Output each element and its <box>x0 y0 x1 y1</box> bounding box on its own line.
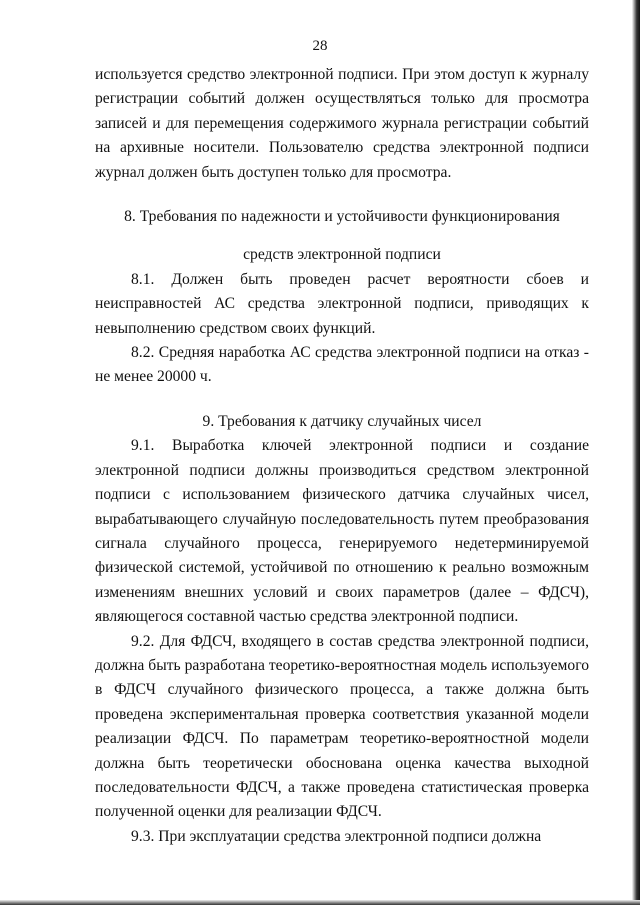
paragraph-8-1: 8.1. Должен быть проведен расчет вероятности сбоев и неисправностей АС средства электронной подписи, приводящих к невыполнению средством своих функций. <box>95 270 589 337</box>
section-8-heading-line-1: 8. Требования по надежности и устойчивости функционирования <box>124 208 560 226</box>
spacer <box>95 185 589 205</box>
page-number: 28 <box>312 38 328 54</box>
document-body <box>95 63 589 849</box>
paragraph-8-2: 8.2. Средняя наработка АС средства электронной подписи на отказ - не менее 20000 ч. <box>95 344 589 386</box>
spacer <box>95 390 589 410</box>
intro-paragraph: используется средство электронной подписи. При этом доступ к журналу регистрации событий должен осуществляться только для просмотра записей и для перемещения содержимого журнала регистрации событий на архивные носители. Пользователю средства электронной подписи журнал должен быть доступен только для просмотра. <box>95 66 589 181</box>
section-9-heading: 9. Требования к датчику случайных чисел <box>202 412 482 430</box>
paragraph-9-1: 9.1. Выработка ключей электронной подписи и создание электронной подписи должны производиться средством электронной подписи с использованием физического датчика случайных чисел, вырабатывающего случайную последовательность путем преобразования сигнала случайного процесса, генерируемого недетерминируемой физической системой, устойчивой по отношению к реально возможным изменениям внешних условий и своих параметров (далее – ФДСЧ), являющегося составной частью средства электронной подписи. <box>95 437 589 626</box>
spacer <box>95 229 589 243</box>
paragraph-9-2: 9.2. Для ФДСЧ, входящего в состав средства электронной подписи, должна быть разработана теоретико-вероятностная модель используемого в ФДСЧ случайного физического процесса, а также должна быть проведена экспериментальная проверка соответствия указанной модели реализации ФДСЧ. По параметрам теоретико-вероятностной модели должна быть теоретически обоснована оценка качества выходной последовательности ФДСЧ, а также проведена статистическая проверка полученной оценки для реализации ФДСЧ. <box>95 632 589 821</box>
section-8-heading-line-2: средств электронной подписи <box>243 246 441 264</box>
paragraph-9-3: 9.3. При эксплуатации средства электронной подписи должна <box>131 827 542 845</box>
page-edge-shadow <box>0 900 640 905</box>
page-edge-shadow <box>632 0 640 905</box>
